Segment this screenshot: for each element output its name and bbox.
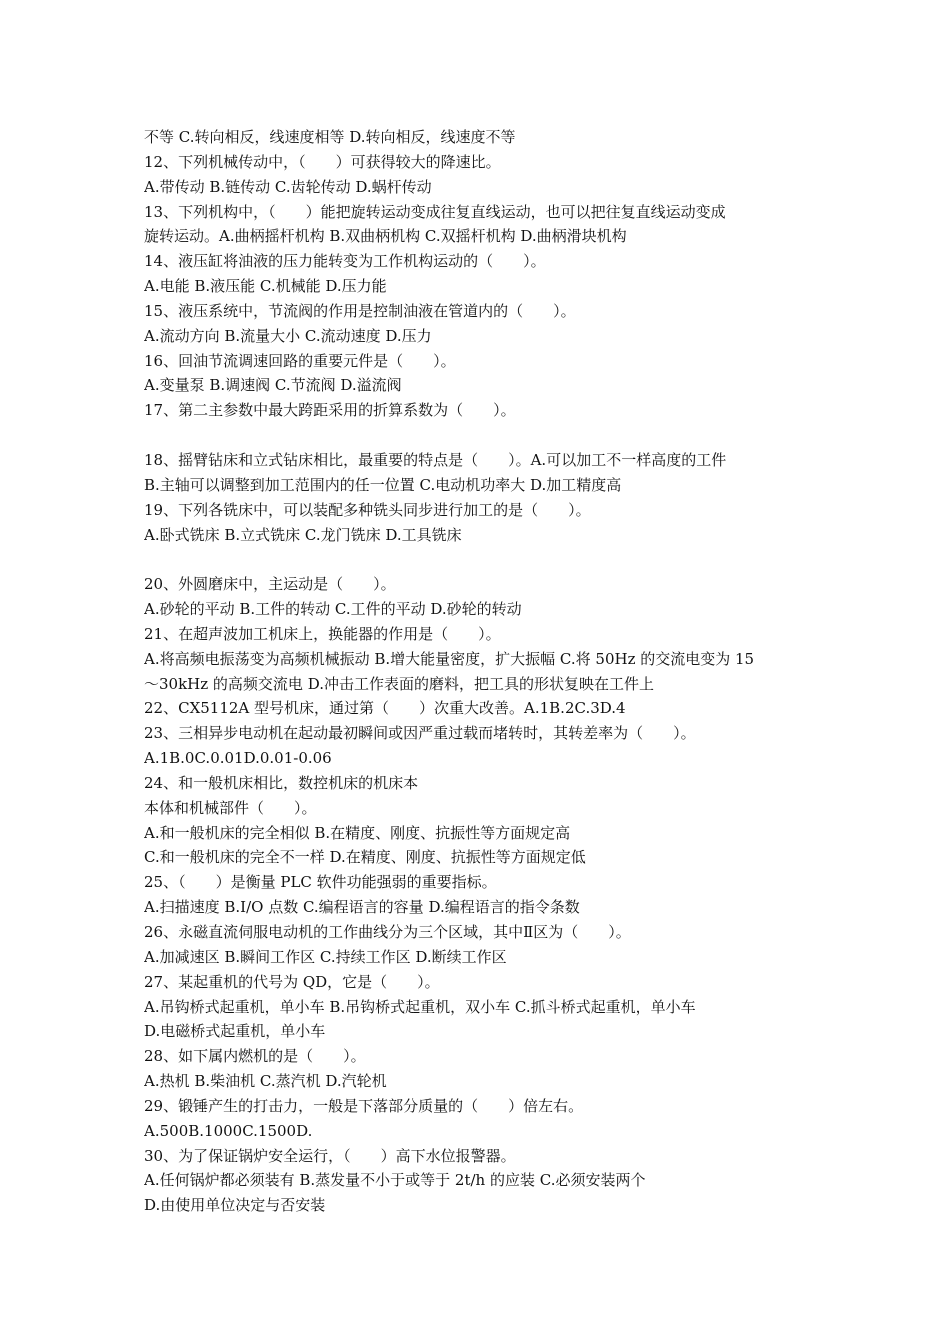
question-20: 20、外圆磨床中，主运动是（ ）。 bbox=[144, 575, 396, 594]
options-24-c: C.和一般机床的完全不一样 D.在精度、刚度、抗振性等方面规定低 bbox=[144, 848, 586, 867]
question-30: 30、为了保证锅炉安全运行，（ ）高下水位报警器。 bbox=[144, 1146, 516, 1165]
question-19: 19、下列各铣床中，可以装配多种铣头同步进行加工的是（ ）。 bbox=[144, 500, 591, 519]
options-27-d: D.电磁桥式起重机，单小车 bbox=[144, 1022, 326, 1041]
options-28: A.热机 B.柴油机 C.蒸汽机 D.汽轮机 bbox=[144, 1072, 387, 1091]
question-14: 14、液压缸将油液的压力能转变为工作机构运动的（ ）。 bbox=[144, 252, 546, 271]
question-13-cont: 旋转运动。A.曲柄摇杆机构 B.双曲柄机构 C.双摇杆机构 D.曲柄滑块机构 bbox=[144, 227, 627, 246]
options-20: A.砂轮的平动 B.工件的转动 C.工件的平动 D.砂轮的转动 bbox=[144, 600, 522, 619]
question-17: 17、第二主参数中最大跨距采用的折算系数为（ ）。 bbox=[144, 401, 516, 420]
question-15: 15、液压系统中，节流阀的作用是控制油液在管道内的（ ）。 bbox=[144, 301, 576, 320]
question-28: 28、如下属内燃机的是（ ）。 bbox=[144, 1047, 366, 1066]
options-30-d: D.由使用单位决定与否安装 bbox=[144, 1196, 326, 1215]
question-27: 27、某起重机的代号为 QD，它是（ ）。 bbox=[144, 972, 440, 991]
options-12: A.带传动 B.链传动 C.齿轮传动 D.蜗杆传动 bbox=[144, 177, 432, 196]
options-25: A.扫描速度 B.I/O 点数 C.编程语言的容量 D.编程语言的指令条数 bbox=[144, 898, 580, 917]
question-13: 13、下列机构中，（ ）能把旋转运动变成往复直线运动，也可以把往复直线运动变成 bbox=[144, 202, 726, 221]
question-12: 12、下列机械传动中，（ ）可获得较大的降速比。 bbox=[144, 152, 501, 171]
options-16: A.变量泵 B.调速阀 C.节流阀 D.溢流阀 bbox=[144, 376, 402, 395]
question-24-cont: 本体和机械部件（ ）。 bbox=[144, 798, 317, 817]
question-16: 16、回油节流调速回路的重要元件是（ ）。 bbox=[144, 351, 456, 370]
text-line: 不等 C.转向相反，线速度相等 D.转向相反，线速度不等 bbox=[144, 128, 516, 146]
options-21: A.将高频电振荡变为高频机械振动 B.增大能量密度，扩大振幅 C.将 50Hz 的交流电变为 15 bbox=[144, 649, 755, 668]
options-30: A.任何锅炉都必须装有 B.蒸发量不小于或等于 2t/h 的应装 C.必须安装两个 bbox=[144, 1171, 646, 1190]
question-24: 24、和一般机床相比，数控机床的机床本 bbox=[144, 773, 419, 792]
options-26: A.加减速区 B.瞬间工作区 C.持续工作区 D.断续工作区 bbox=[144, 947, 507, 966]
question-26: 26、永磁直流伺服电动机的工作曲线分为三个区域，其中Ⅱ区为（ ）。 bbox=[144, 923, 631, 941]
options-24-a: A.和一般机床的完全相似 B.在精度、刚度、抗振性等方面规定高 bbox=[144, 823, 571, 842]
question-21: 21、在超声波加工机床上，换能器的作用是（ ）。 bbox=[144, 624, 501, 643]
question-23: 23、三相异步电动机在起动最初瞬间或因严重过载而堵转时，其转差率为（ ）。 bbox=[144, 724, 696, 743]
options-18: B.主轴可以调整到加工范围内的任一位置 C.电动机功率大 D.加工精度高 bbox=[144, 475, 622, 494]
question-22: 22、CX5112A 型号机床，通过第（ ）次重大改善。A.1B.2C.3D.4 bbox=[144, 699, 626, 718]
question-29: 29、锻锤产生的打击力，一般是下落部分质量的（ ）倍左右。 bbox=[144, 1096, 584, 1115]
blank-line bbox=[144, 547, 816, 572]
options-23: A.1B.0C.0.01D.0.01-0.06 bbox=[144, 749, 332, 768]
document-body bbox=[144, 125, 816, 1218]
options-29: A.500B.1000C.1500D. bbox=[144, 1121, 313, 1140]
question-18: 18、摇臂钻床和立式钻床相比，最重要的特点是（ ）。A.可以加工不一样高度的工件 bbox=[144, 450, 727, 469]
options-21-cont: ～30kHz 的高频交流电 D.冲击工作表面的磨料，把工具的形状复映在工件上 bbox=[144, 674, 654, 693]
options-27: A.吊钩桥式起重机，单小车 B.吊钩桥式起重机，双小车 C.抓斗桥式起重机，单小车 bbox=[144, 997, 696, 1016]
blank-line bbox=[144, 423, 816, 448]
options-14: A.电能 B.液压能 C.机械能 D.压力能 bbox=[144, 277, 387, 296]
question-25: 25、（ ）是衡量 PLC 软件功能强弱的重要指标。 bbox=[144, 873, 497, 892]
options-15: A.流动方向 B.流量大小 C.流动速度 D.压力 bbox=[144, 326, 432, 345]
options-19: A.卧式铣床 B.立式铣床 C.龙门铣床 D.工具铣床 bbox=[144, 525, 462, 544]
